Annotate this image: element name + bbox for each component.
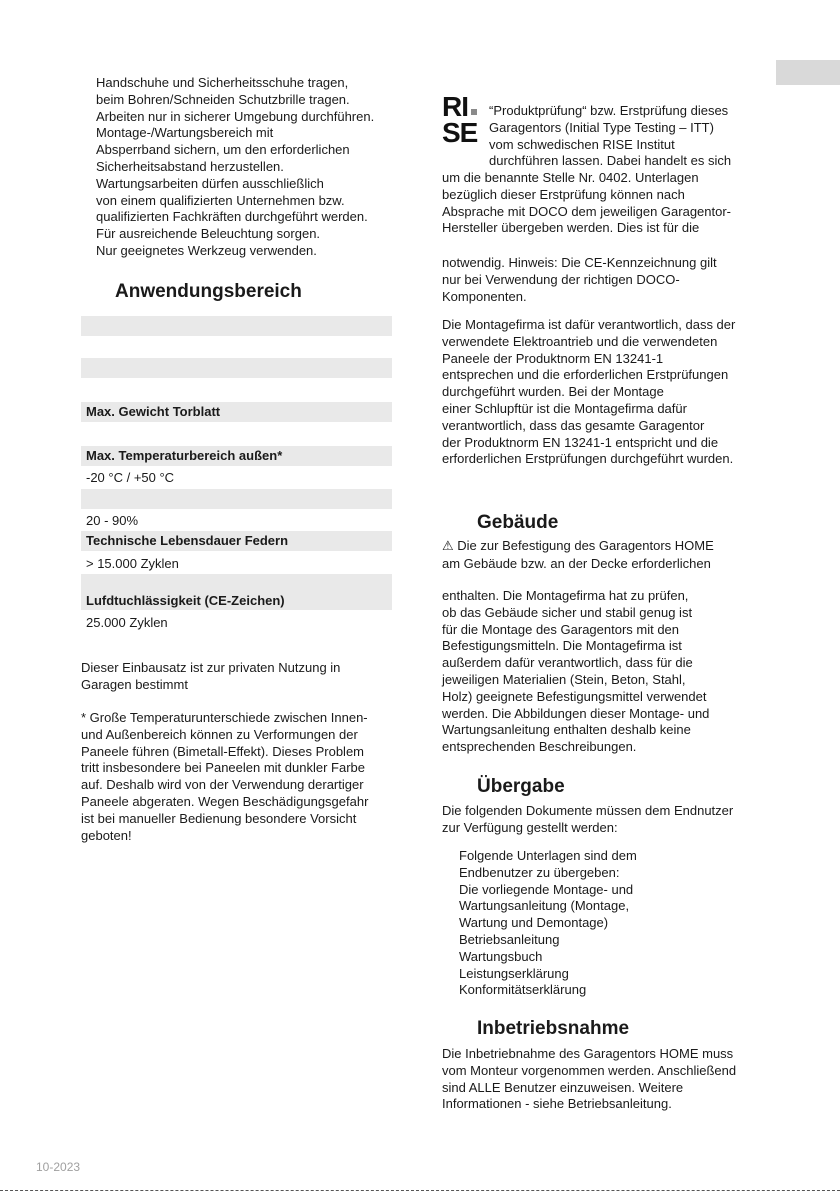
montage-line: der Produktnorm EN 13241-1 entspricht und die: [442, 434, 719, 450]
list-item: Leistungserklärung: [459, 965, 569, 981]
list-item: Endbenutzer zu übergeben:: [459, 864, 620, 880]
uebergabe-intro-line: Die folgenden Dokumente müssen dem Endnutzer: [442, 803, 734, 818]
usage-line: Garagen bestimmt: [81, 676, 188, 692]
uebergabe-intro: [442, 803, 733, 837]
ce-note: [442, 255, 717, 305]
usage-line: Dieser Einbausatz ist zur privaten Nutzung in: [81, 660, 341, 675]
inbetrieb-line: vom Monteur vorgenommen werden. Anschließend: [442, 1062, 737, 1078]
safety-line: Arbeiten nur in sicherer Umgebung durchführen.: [96, 108, 375, 124]
spec-springs-value: > 15.000 Zyklen: [86, 556, 179, 571]
spec-band-empty: [81, 316, 392, 336]
inbetrieb-line: Die Inbetriebnahme des Garagentors HOME muss: [442, 1046, 734, 1061]
gebaeude-line: außerdem dafür verantwortlich, dass für die: [442, 655, 693, 671]
gebaeude-paragraph: [442, 588, 709, 756]
rise-line: Hersteller übergeben werden. Dies ist für die: [442, 220, 700, 236]
footnote-line: Paneele führen (Bimetall-Effekt). Dieses Problem: [81, 743, 364, 759]
ce-line: Komponenten.: [442, 288, 527, 304]
gebaeude-line: Wartungsanleitung enthalten deshalb keine: [442, 722, 691, 738]
montage-line: erforderlichen Erstprüfungen durchgeführt wurden.: [442, 451, 734, 467]
gebaeude-line: Befestigungsmitteln. Die Montagefirma ist: [442, 638, 682, 654]
rise-line: Absprache mit DOCO dem jeweiligen Garagentor-: [442, 203, 732, 219]
safety-line: von einem qualifizierten Unternehmen bzw.: [96, 192, 345, 208]
footnote-line: * Große Temperaturunterschiede zwischen Innen-: [81, 710, 368, 725]
spec-band-empty: [81, 358, 392, 378]
safety-line: Für ausreichende Beleuchtung sorgen.: [96, 226, 321, 242]
list-item: Folgende Unterlagen sind dem: [459, 848, 637, 863]
montage-line: Paneele der Produktnorm EN 13241-1: [442, 350, 664, 366]
safety-line: Absperrband sichern, um den erforderlichen: [96, 142, 350, 158]
safety-line: Sicherheitsabstand herzustellen.: [96, 158, 284, 174]
gebaeude-line: ob das Gebäude sicher und stabil genug ist: [442, 604, 693, 620]
spec-air-label: Lufdtuchlässigkeit (CE-Zeichen): [86, 593, 285, 608]
gebaeude-warning: [442, 538, 714, 573]
rise-logo-line2: SE: [442, 117, 478, 148]
uebergabe-intro-line: zur Verfügung gestellt werden:: [442, 819, 618, 835]
gebaeude-line: enthalten. Die Montagefirma hat zu prüfen,: [442, 588, 689, 603]
safety-line: Montage-/Wartungsbereich mit: [96, 125, 274, 141]
list-item: Betriebsanleitung: [459, 931, 560, 947]
rise-line: bezüglich dieser Erstprüfung können nach: [442, 186, 685, 202]
gebaeude-warning-line: Die zur Befestigung des Garagentors HOME: [457, 538, 714, 553]
spec-weight-label: Max. Gewicht Torblatt: [86, 404, 221, 419]
footnote-line: auf. Deshalb wird von der Verwendung derartiger: [81, 777, 364, 793]
list-item: Wartungsanleitung (Montage,: [459, 898, 630, 914]
ce-line: nur bei Verwendung der richtigen DOCO-: [442, 271, 680, 287]
gebaeude-line: jeweiligen Materialien (Stein, Beton, Stahl,: [442, 671, 686, 687]
rise-line: vom schwedischen RISE Institut: [489, 136, 675, 152]
safety-line: beim Bohren/Schneiden Schutzbrille tragen.: [96, 91, 350, 107]
footer-divider: [0, 1190, 840, 1191]
gebaeude-line: Holz) geeignete Befestigungsmittel verwendet: [442, 688, 707, 704]
rise-line: durchführen lassen. Dabei handelt es sich: [489, 153, 732, 169]
montage-paragraph: [442, 317, 735, 468]
spec-air-value: 25.000 Zyklen: [86, 615, 168, 630]
montage-line: entsprechen und die erforderlichen Erstprüfungen: [442, 367, 729, 383]
safety-line: Nur geeignetes Werkzeug verwenden.: [96, 242, 317, 258]
montage-line: durchgeführt wurden. Bei der Montage: [442, 384, 664, 400]
safety-instructions: [96, 75, 374, 260]
heading-inbetriebsnahme: Inbetriebsnahme: [477, 1018, 630, 1039]
footnote-line: Paneele abgeraten. Wegen Beschädigungsgefahr: [81, 793, 369, 809]
spec-temperature-label: Max. Temperaturbereich außen*: [86, 448, 283, 463]
list-item: Wartung und Demontage): [459, 915, 609, 931]
footnote-line: geboten!: [81, 827, 132, 843]
rise-text: [489, 103, 731, 170]
gebaeude-warning-line: am Gebäude bzw. an der Decke erforderlichen: [442, 555, 711, 571]
gebaeude-line: für die Montage des Garagentors mit den: [442, 621, 680, 637]
list-item: Wartungsbuch: [459, 948, 543, 964]
gebaeude-line: entsprechenden Beschreibungen.: [442, 739, 637, 755]
warning-icon: ⚠: [442, 539, 454, 554]
rise-line: um die benannte Stelle Nr. 0402. Unterlagen: [442, 170, 699, 185]
section-tab-marker: [776, 60, 840, 85]
list-item: Die vorliegende Montage- und: [459, 881, 634, 897]
usage-note: [81, 660, 340, 694]
inbetrieb-paragraph: [442, 1046, 736, 1113]
rise-logo-line1: RI: [442, 91, 468, 122]
safety-line: qualifizierten Fachkräften durchgeführt werden.: [96, 209, 368, 225]
footnote-line: und Außenbereich können zu Verformungen der: [81, 726, 358, 742]
rise-line: Garagentors (Initial Type Testing – ITT): [489, 119, 714, 135]
list-item: Konformitätserklärung: [459, 982, 587, 998]
spec-band-empty: [81, 489, 392, 509]
footer-date: 10-2023: [36, 1160, 81, 1174]
inbetrieb-line: sind ALLE Benutzer einzuweisen. Weitere: [442, 1079, 684, 1095]
inbetrieb-line: Informationen - siehe Betriebsanleitung.: [442, 1096, 672, 1112]
safety-line: Wartungsarbeiten dürfen ausschließlich: [96, 175, 324, 191]
ce-line: notwendig. Hinweis: Die CE-Kennzeichnung gilt: [442, 255, 717, 270]
footnote-line: ist bei manueller Bedienung besondere Vorsicht: [81, 810, 357, 826]
footnote-line: tritt insbesondere bei Paneelen mit dunkler Farbe: [81, 760, 365, 776]
rise-line: “Produktprüfung“ bzw. Erstprüfung dieses: [489, 103, 729, 118]
montage-line: Die Montagefirma ist dafür verantwortlich, dass der: [442, 317, 736, 332]
safety-line: Handschuhe und Sicherheitsschuhe tragen,: [96, 75, 349, 90]
rise-logo: [442, 91, 482, 150]
spec-temperature-value: -20 °C / +50 °C: [86, 470, 175, 485]
heading-anwendungsbereich: Anwendungsbereich: [115, 281, 302, 302]
rise-text-continued: [442, 170, 731, 237]
heading-uebergabe: Übergabe: [477, 776, 565, 797]
gebaeude-line: werden. Die Abbildungen dieser Montage- und: [442, 705, 710, 721]
spec-humidity-value: 20 - 90%: [86, 513, 139, 528]
montage-line: verantwortlich, dass das gesamte Garagentor: [442, 417, 705, 433]
temperature-footnote: [81, 710, 368, 844]
montage-line: verwendete Elektroantrieb und die verwendeten: [442, 333, 718, 349]
heading-gebaeude: Gebäude: [477, 512, 559, 533]
montage-line: einer Schlupftür ist die Montagefirma dafür: [442, 400, 687, 416]
spec-springs-label: Technische Lebensdauer Federn: [86, 533, 289, 548]
uebergabe-document-list: [459, 848, 637, 999]
rise-logo-dot: [471, 109, 477, 115]
